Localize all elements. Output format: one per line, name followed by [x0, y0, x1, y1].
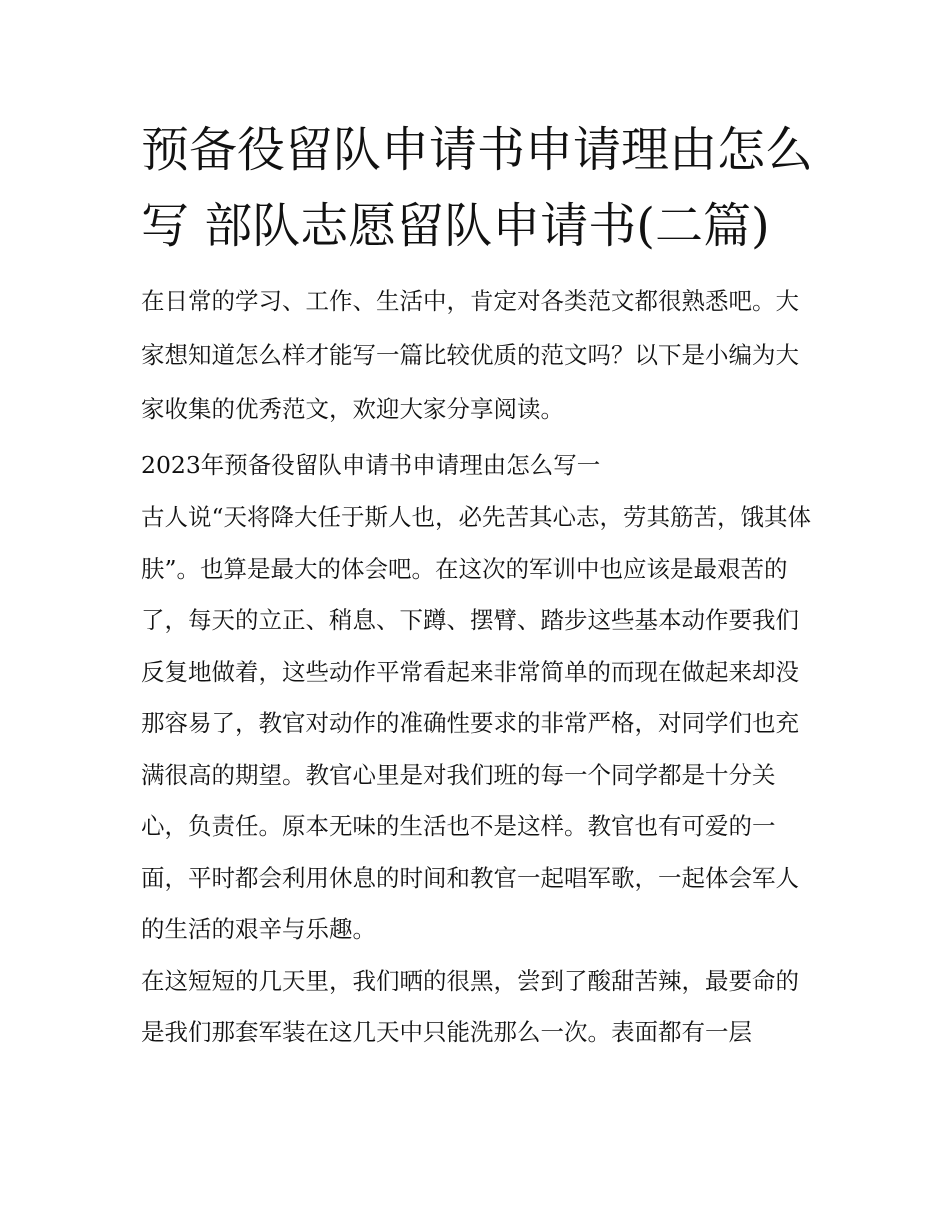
- body-paragraph-1: 古人说“天将降大任于斯人也，必先苦其心志，劳其筋苦，饿其体肤”。也算是最大的体会吧。在这次的军训中也应该是最艰苦的了，每天的立正、稍息、下蹲、摆臂、踏步这些基本动作要我们反复地做着，这些动作平常看起来非常简单的而现在做起来却没那容易了，教官对动作的准确性要求的非常严格，对同学们也充满很高的期望。教官心里是对我们班的每一个同学都是十分关心，负责任。原本无味的生活也不是这样。教官也有可爱的一面，平时都会利用休息的时间和教官一起唱军歌，一起体会军人的生活的艰辛与乐趣。: [141, 503, 812, 943]
- document-content: [141, 112, 821, 1059]
- intro-paragraph: 在日常的学习、工作、生活中，肯定对各类范文都很熟悉吧。大家想知道怎么样才能写一篇比较优质的范文吗？以下是小编为大家收集的优秀范文，欢迎大家分享阅读。: [141, 287, 799, 423]
- document-title: 预备役留队申请书申请理由怎么写 部队志愿留队申请书(二篇): [141, 122, 814, 254]
- section-heading: 2023年预备役留队申请书申请理由怎么写一: [141, 451, 601, 479]
- body-paragraph-2: 在这短短的几天里，我们晒的很黑，尝到了酸甜苦辣，最要命的是我们那套军装在这几天中只能洗那么一次。表面都有一层: [141, 966, 799, 1046]
- document-body: [141, 274, 821, 1059]
